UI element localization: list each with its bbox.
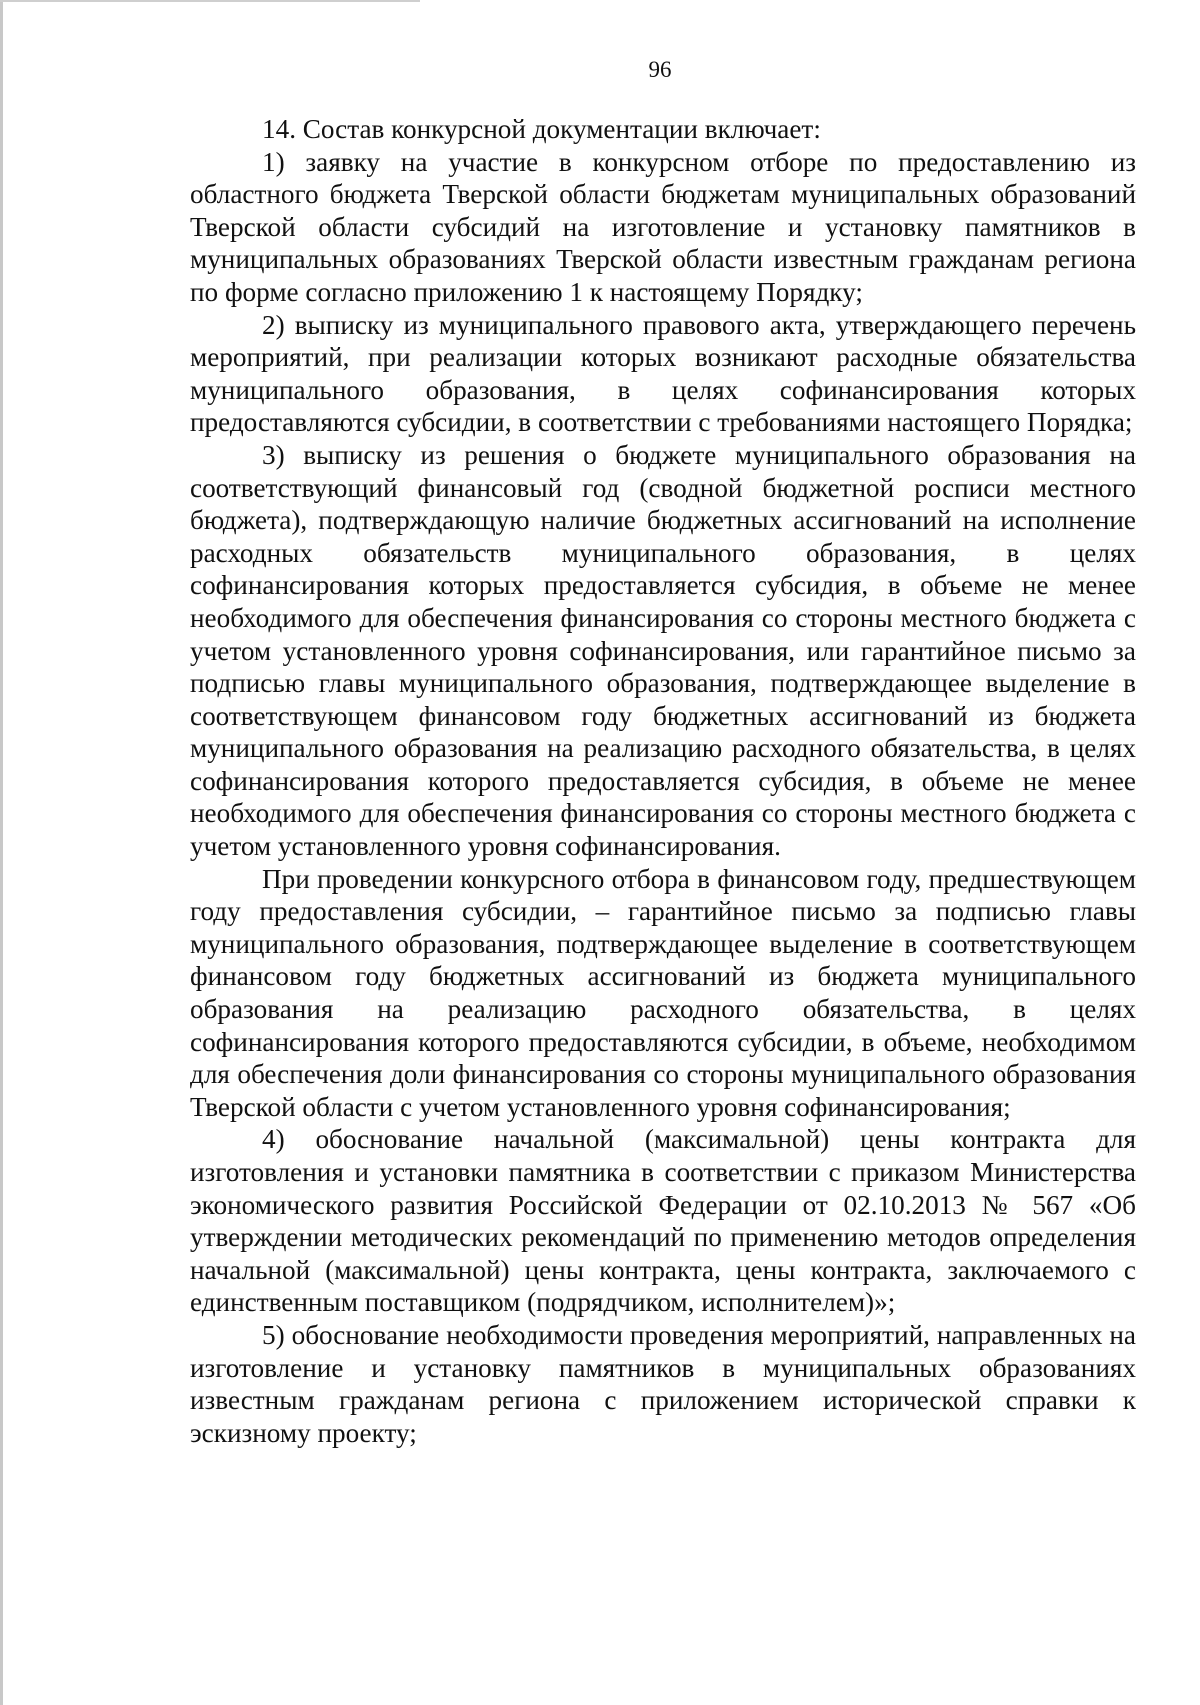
item-4-price-justification: 4) обоснование начальной (максимальной) цены контракта для изготовления и установки памятника в соответствии с приказом Министерства экономического развития Российской Федерации от 02.10.2013 № 567 «Об утверждении методических рекомендаций по применению методов определения начальной (максимальной) цены контракта, цены контракта, заключаемого с единственным поставщиком (подрядчиком, исполнителем)»; xyxy=(190,1124,1136,1318)
page-number: 96 xyxy=(648,57,672,82)
document-body xyxy=(190,113,1136,1449)
item-5-necessity-justification: 5) обоснование необходимости проведения мероприятий, направленных на изготовление и установку памятников в муниципальных образованиях известным гражданам региона с приложением исторической справки к эскизному проекту; xyxy=(190,1319,1136,1448)
item-1-application: 1) заявку на участие в конкурсном отборе по предоставлению из областного бюджета Тверской области бюджетам муниципальных образований Тверской области субсидий на изготовление и установку памятников в муниципальных образованиях Тверской области известным гражданам региона по форме согласно приложению 1 к настоящему Порядку; xyxy=(190,146,1136,307)
scan-top-edge xyxy=(0,0,420,2)
scan-left-edge xyxy=(0,0,3,1705)
item-3-guarantee-letter-note: При проведении конкурсного отбора в финансовом году, предшествующем году предоставления субсидии, – гарантийное письмо за подписью главы муниципального образования, подтверждающее выделение в соответствующем финансовом году бюджетных ассигнований из бюджета муниципального образования на реализацию расходного обязательства, в целях софинансирования которого предоставляются субсидии, в объеме, необходимом для обеспечения доли финансирования со стороны муниципального образования Тверской области с учетом установленного уровня софинансирования; xyxy=(190,863,1136,1122)
section-heading: 14. Состав конкурсной документации включает: xyxy=(262,114,821,144)
item-3-budget-extract: 3) выписку из решения о бюджете муниципального образования на соответствующий финансовый год (сводной бюджетной росписи местного бюджета), подтверждающую наличие бюджетных ассигнований на исполнение расходных обязательств муниципального образования, в целях софинансирования которых предоставляется субсидия, в объеме не менее необходимого для обеспечения финансирования со стороны местного бюджета с учетом установленного уровня софинансирования, или гарантийное письмо за подписью главы муниципального образования, подтверждающее выделение в соответствующем финансовом году бюджетных ассигнований из бюджета муниципального образования на реализацию расходного обязательства, в целях софинансирования которого предоставляется субсидия, в объеме не менее необходимого для обеспечения финансирования со стороны местного бюджета с учетом установленного уровня софинансирования. xyxy=(190,439,1136,862)
item-2-legal-act-extract: 2) выписку из муниципального правового акта, утверждающего перечень мероприятий, при реализации которых возникают расходные обязательства муниципального образования, в целях софинансирования которых предоставляются субсидии, в соответствии с требованиями настоящего Порядка; xyxy=(190,309,1136,438)
